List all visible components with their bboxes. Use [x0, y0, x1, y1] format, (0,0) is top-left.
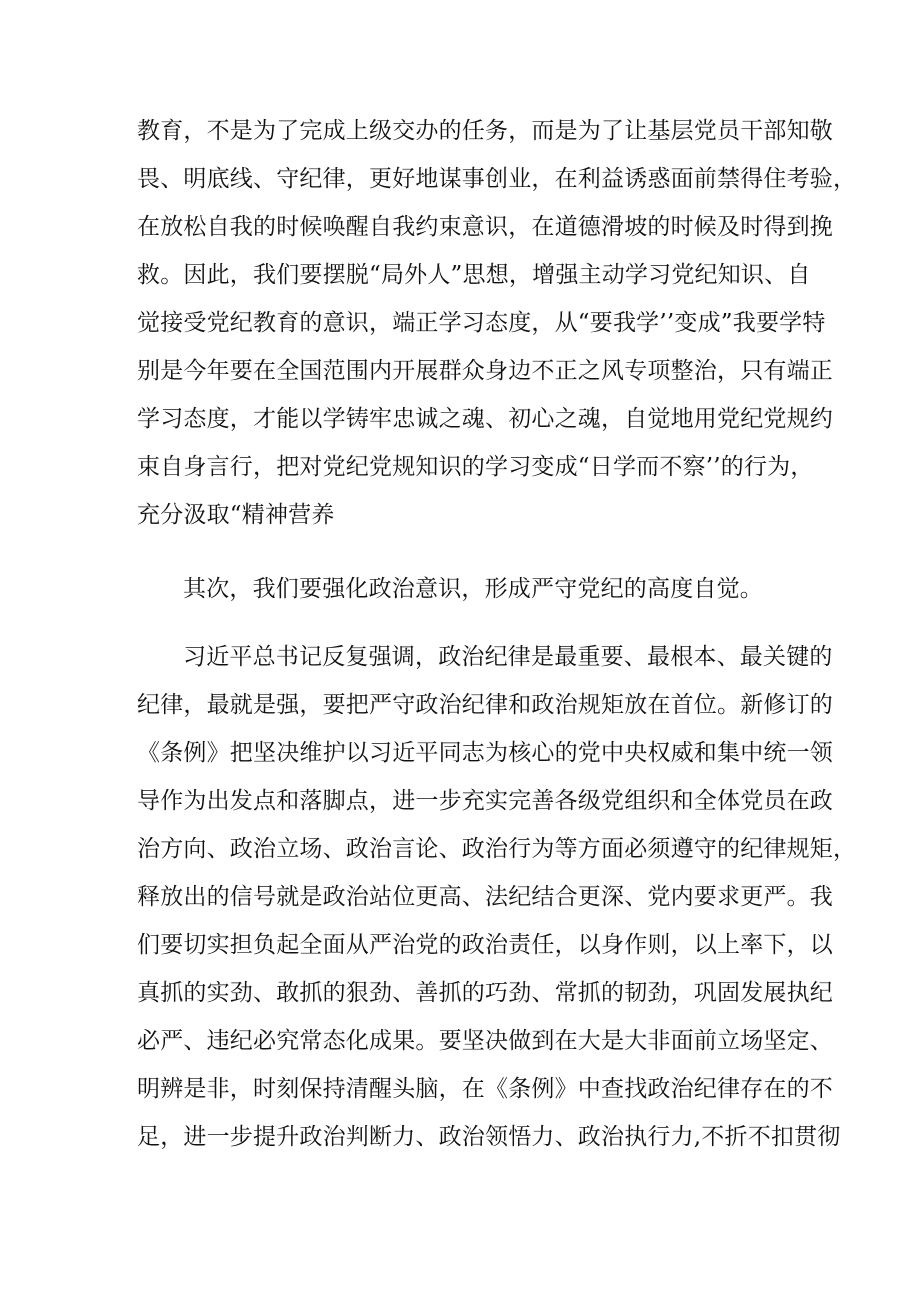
text-line: 充分汲取“精神营养 — [137, 502, 335, 528]
text-line: 《条例》把坚决维护以习近平同志为核心的党中央权威和集中统一领 — [137, 740, 833, 766]
text-line: 治方向、政治立场、政治言论、政治行为等方面必须遵守的纪律规矩， — [137, 836, 857, 862]
text-line: 别是今年要在全国范围内开展群众身边不正之风专项整治，只有端正 — [137, 358, 833, 384]
text-line: 觉接受党纪教育的意识，端正学习态度，从“要我学’’变成”我要学特 — [137, 310, 826, 336]
text-line: 真抓的实劲、敢抓的狠劲、善抓的巧劲、常抓的韧劲，巩固发展执纪 — [137, 980, 833, 1006]
text-line: 必严、违纪必究常态化成果。要坚决做到在大是大非面前立场坚定、 — [137, 1028, 833, 1054]
text-line: 习近平总书记反复强调，政治纪律是最重要、最根本、最关键的 — [183, 644, 833, 670]
text-line: 教育，不是为了完成上级交办的任务，而是为了让基层党员干部知敬 — [137, 118, 833, 144]
paragraph-political-discipline — [137, 633, 857, 1161]
text-line: 学习态度，才能以学铸牢忠诚之魂、初心之魂，自觉地用党纪党规约 — [137, 406, 833, 432]
text-line: 明辨是非，时刻保持清醒头脑，在《条例》中查找政治纪律存在的不 — [137, 1076, 833, 1102]
text-line: 们要切实担负起全面从严治党的政治责任，以身作则，以上率下，以 — [137, 932, 833, 958]
text-line: 束自身言行，把对党纪党规知识的学习变成“日学而不察’’的行为， — [137, 454, 814, 480]
text-line: 畏、明底线、守纪律，更好地谋事创业，在利益诱惑面前禁得住考验， — [137, 166, 857, 192]
text-line: 在放松自我的时候唤醒自我约束意识，在道德滑坡的时候及时得到挽 — [137, 214, 833, 240]
text-line: 足，进一步提升政治判断力、政治领悟力、政治执行力,不折不扣贯彻 — [137, 1124, 841, 1150]
paragraph-section-heading — [137, 565, 797, 613]
text-line: 导作为出发点和落脚点，进一步充实完善各级党组织和全体党员在政 — [137, 788, 833, 814]
section-heading: 其次，我们要强化政治意识，形成严守党纪的高度自觉。 — [183, 576, 763, 602]
text-line: 释放出的信号就是政治站位更高、法纪结合更深、党内要求更严。我 — [137, 884, 833, 910]
text-line: 救。因此，我们要摆脱“局外人”思想，增强主动学习党纪知识、自 — [137, 262, 811, 288]
paragraph-party-discipline-education — [137, 107, 857, 539]
text-line: 纪律，最就是强，要把严守政治纪律和政治规矩放在首位。新修订的 — [137, 692, 833, 718]
